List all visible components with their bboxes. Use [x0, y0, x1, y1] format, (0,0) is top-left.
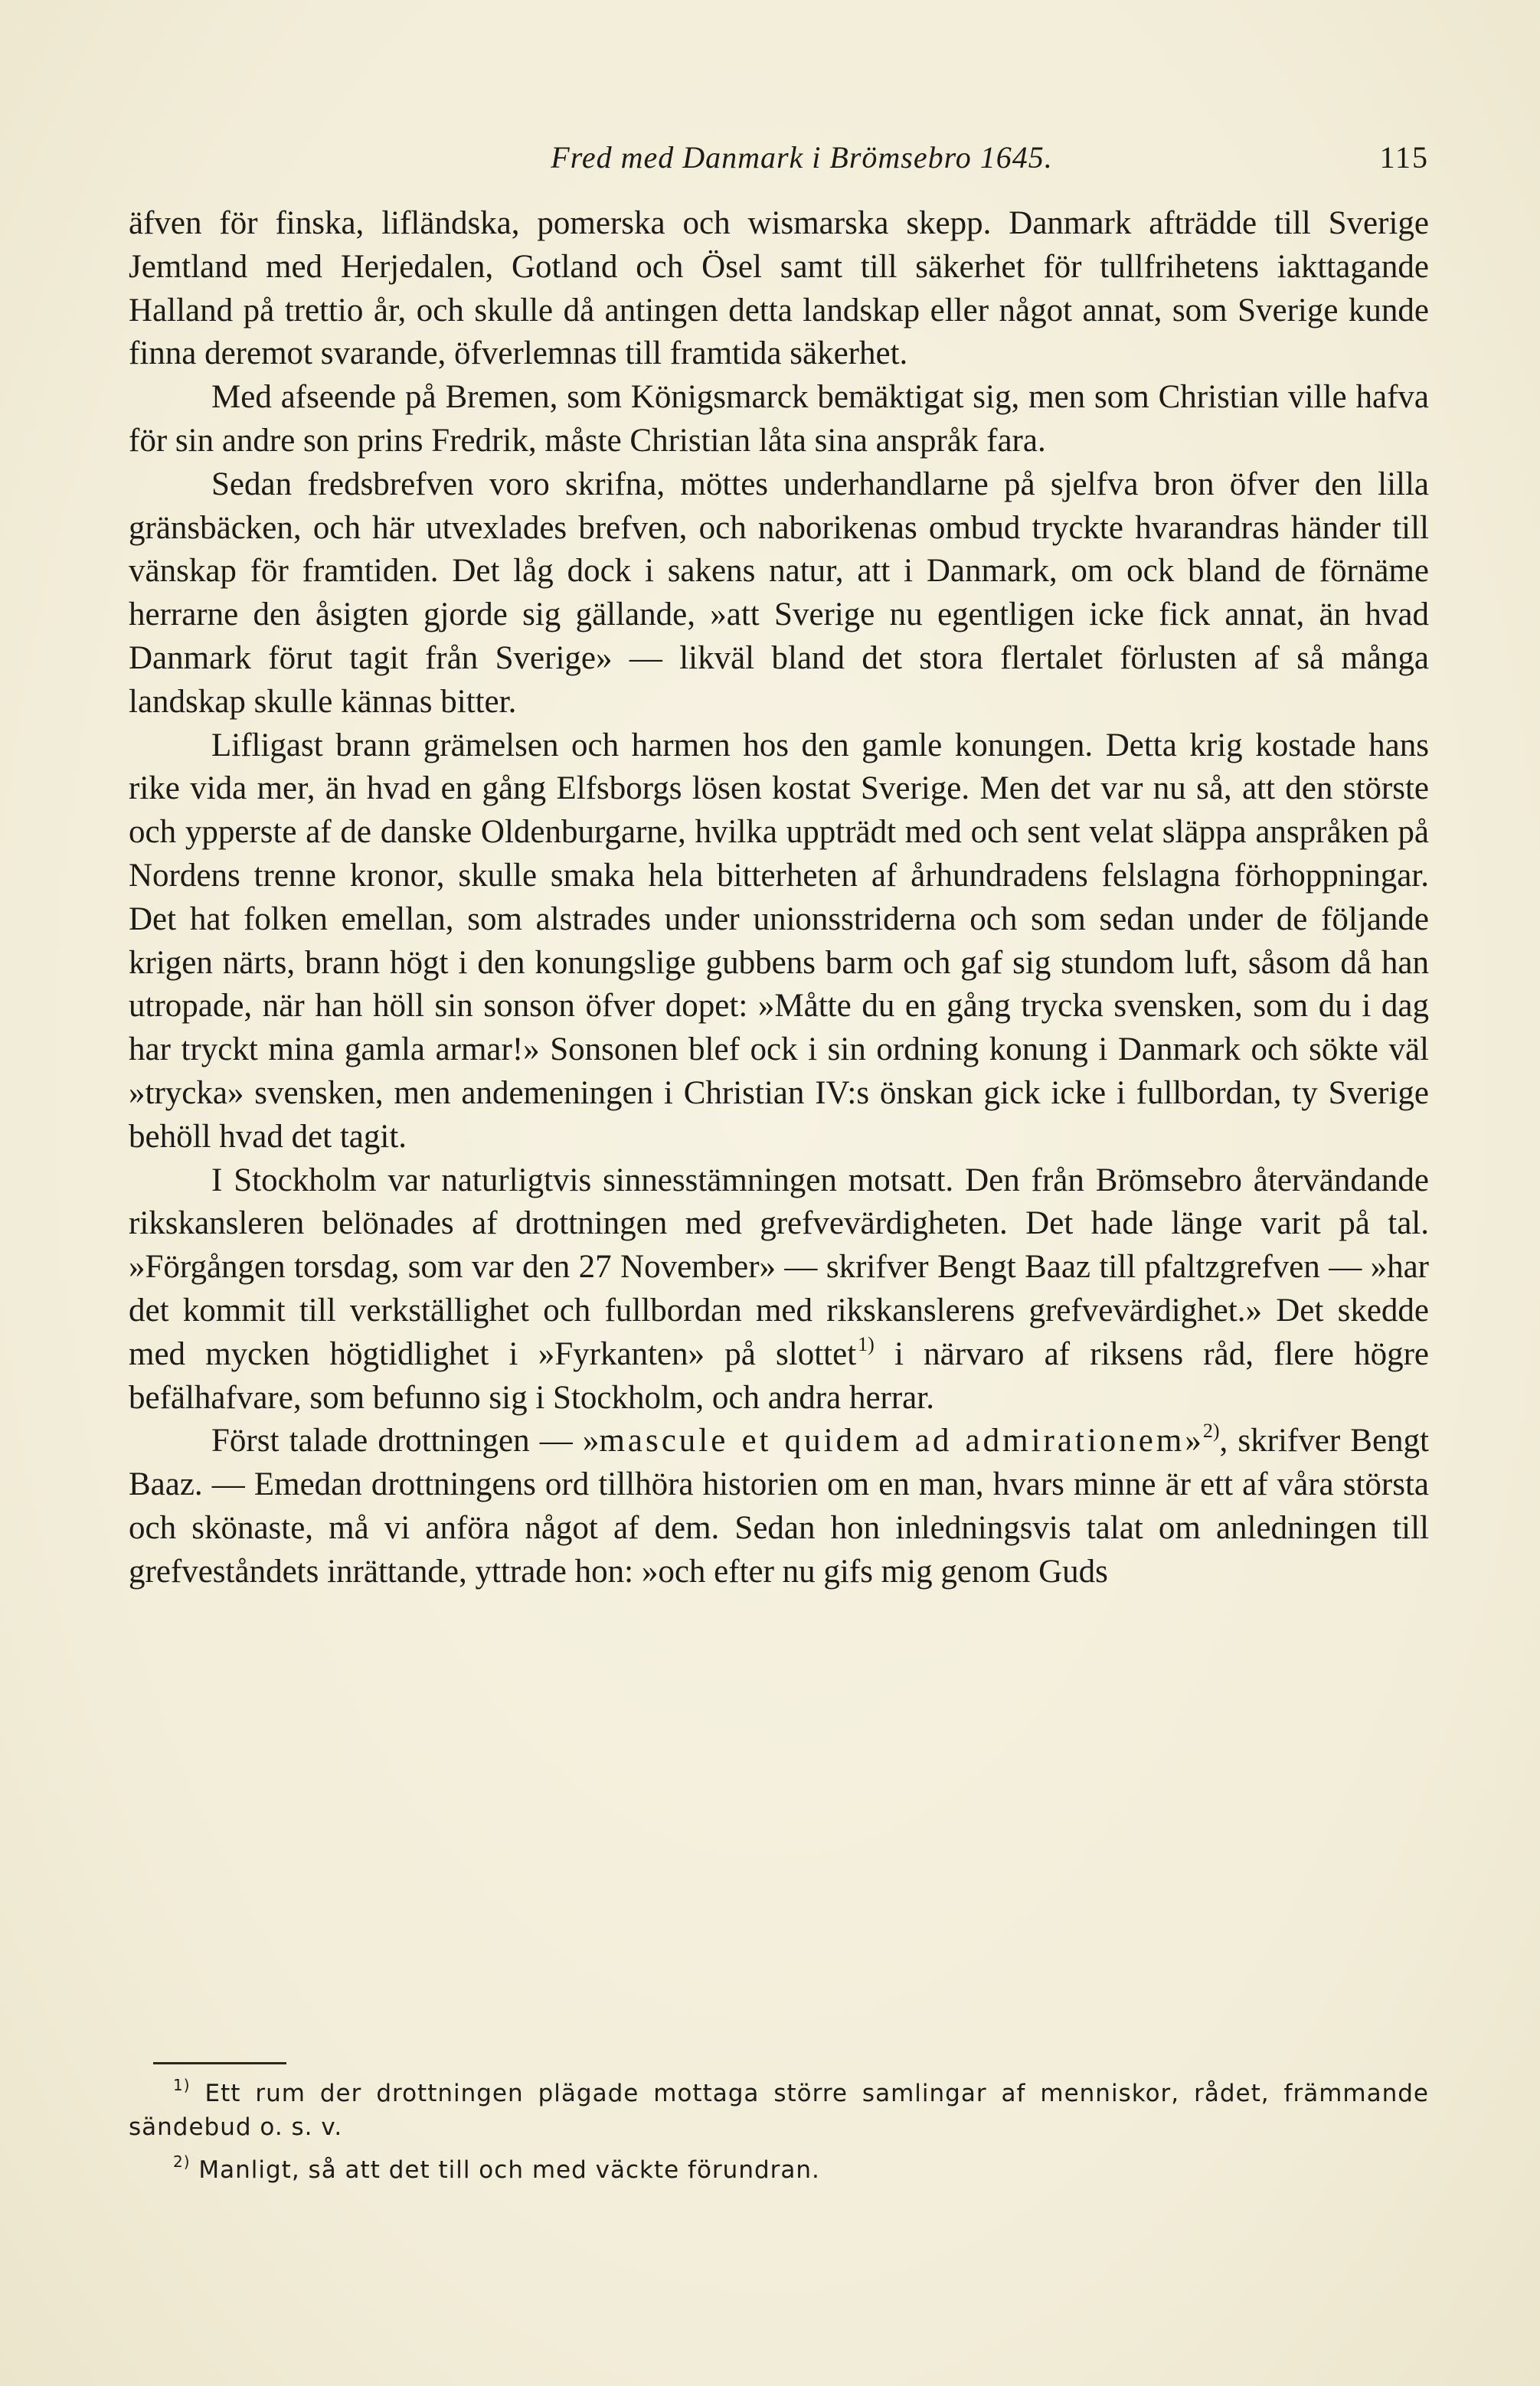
- paragraph-6: [129, 1420, 1429, 1593]
- body-text: [129, 202, 1429, 1594]
- footnote-2: [129, 2153, 1429, 2187]
- footnote-2-text: Manligt, så att det till och med väckte förundran.: [190, 2156, 820, 2184]
- footnote-1-text: Ett rum der drottningen plägade mottaga större samlingar af menniskor, rådet, främmande sändebud o. s. v.: [129, 2080, 1429, 2141]
- paragraph-6-quote-close: »: [1185, 1423, 1202, 1459]
- latin-quote: mascule et quidem ad admirationem: [599, 1423, 1185, 1459]
- paragraph-5-text-b: i närvaro af riksens råd, flere högre befälhafvare, som befunno sig i Stockholm, och andra herrar.: [129, 1335, 1430, 1416]
- page-number: 115: [1379, 140, 1429, 175]
- paragraph-3: Sedan fredsbrefven voro skrifna, möttes underhandlarne på sjelfva bron öfver den lilla gränsbäcken, och här utvexlades brefven, och naborikenas ombud tryckte hvarandras händer till vänskap för framtiden. Det låg dock i sakens natur, att i Danmark, om ock bland de förnäme herrarne den åsigten gjorde sig gällande, »att Sverige nu egentligen icke fick annat, än hvad Danmark förut tagit från Sverige» — likväl bland det stora flertalet förlusten af så många landskap skulle kännas bitter.: [129, 466, 1429, 720]
- running-title: Fred med Danmark i Brömsebro 1645.: [551, 140, 1053, 175]
- paragraph-4: Lifligast brann grämelsen och harmen hos den gamle konungen. Detta krig kostade hans rike vida mer, än hvad en gång Elfsborgs lösen kostat Sverige. Men det var nu så, att den störste och ypperste af de danske Oldenburgarne, hvilka uppträdt med och sent velat släppa anspråken på Nordens trenne kronor, skulle smaka hela bitterheten af århundradens felslagna förhoppningar. Det hat folken emellan, som alstrades under unionsstriderna och som sedan under de följande krigen närts, brann högt i den konungslige gubbens barm och gaf sig stundom luft, såsom då han utropade, när han höll sin sonson öfver dopet: »Måtte du en gång trycka svensken, som du i dag har tryckt mina gamla armar!» Sonsonen blef ock i sin ordning konung i Danmark och sökte väl »trycka» svensken, men andemeningen i Christian IV:s önskan gick icke i fullbordan, ty Sverige behöll hvad det tagit.: [129, 727, 1429, 1155]
- paragraph-6-text-c: , skrifver Bengt Baaz. — Emedan drottningens ord tillhöra historien om en man, hvars minne är ett af våra största och skönaste, må vi anföra något af dem. Sedan hon inledningsvis talat om anledningen till grefveståndets inrättande, yttrade hon: »och efter nu gifs mig genom Guds: [129, 1423, 1430, 1590]
- paragraph-2: Med afseende på Bremen, som Königsmarck bemäktigat sig, men som Christian ville hafva för sin andre son prins Fredrik, måste Christian låta sina anspråk fara.: [129, 379, 1429, 459]
- footnotes: [129, 2077, 1429, 2196]
- paragraph-1: äfven för finska, lifländska, pomerska och wismarska skepp. Danmark afträdde till Sverige Jemtland med Herjedalen, Gotland och Ösel samt till säkerhet för tullfrihetens iakttagande Halland på trettio år, och skulle då antingen detta landskap eller något annat, som Sverige kunde finna deremot svarande, öfverlemnas till framtida säkerhet.: [129, 205, 1429, 372]
- footnote-2-mark: 2): [173, 2152, 191, 2171]
- paragraph-5: [129, 1159, 1429, 1420]
- footnote-ref-2: 2): [1202, 1420, 1220, 1443]
- paragraph-6-text-a: Först talade drottningen — »: [211, 1423, 600, 1459]
- paragraph-5-text-a: I Stockholm var naturligtvis sinnesstämningen motsatt. Den från Brömsebro återvändande rikskansleren belönades af drottningen med grefvevärdigheten. Det hade länge varit på tal. »Förgången torsdag, som var den 27 November» — skrifver Bengt Baaz till pfaltzgrefven — »har det kommit till verkställighet och fullbordan med rikskanslerens grefvevärdighet.» Det skedde med mycken högtidlighet i »Fyrkanten» på slottet: [129, 1162, 1429, 1372]
- footnote-1: [129, 2077, 1429, 2144]
- page-header: [129, 139, 1429, 182]
- footnote-divider: [153, 2062, 286, 2064]
- footnote-ref-1: 1): [858, 1332, 875, 1355]
- footnote-1-mark: 1): [173, 2076, 191, 2094]
